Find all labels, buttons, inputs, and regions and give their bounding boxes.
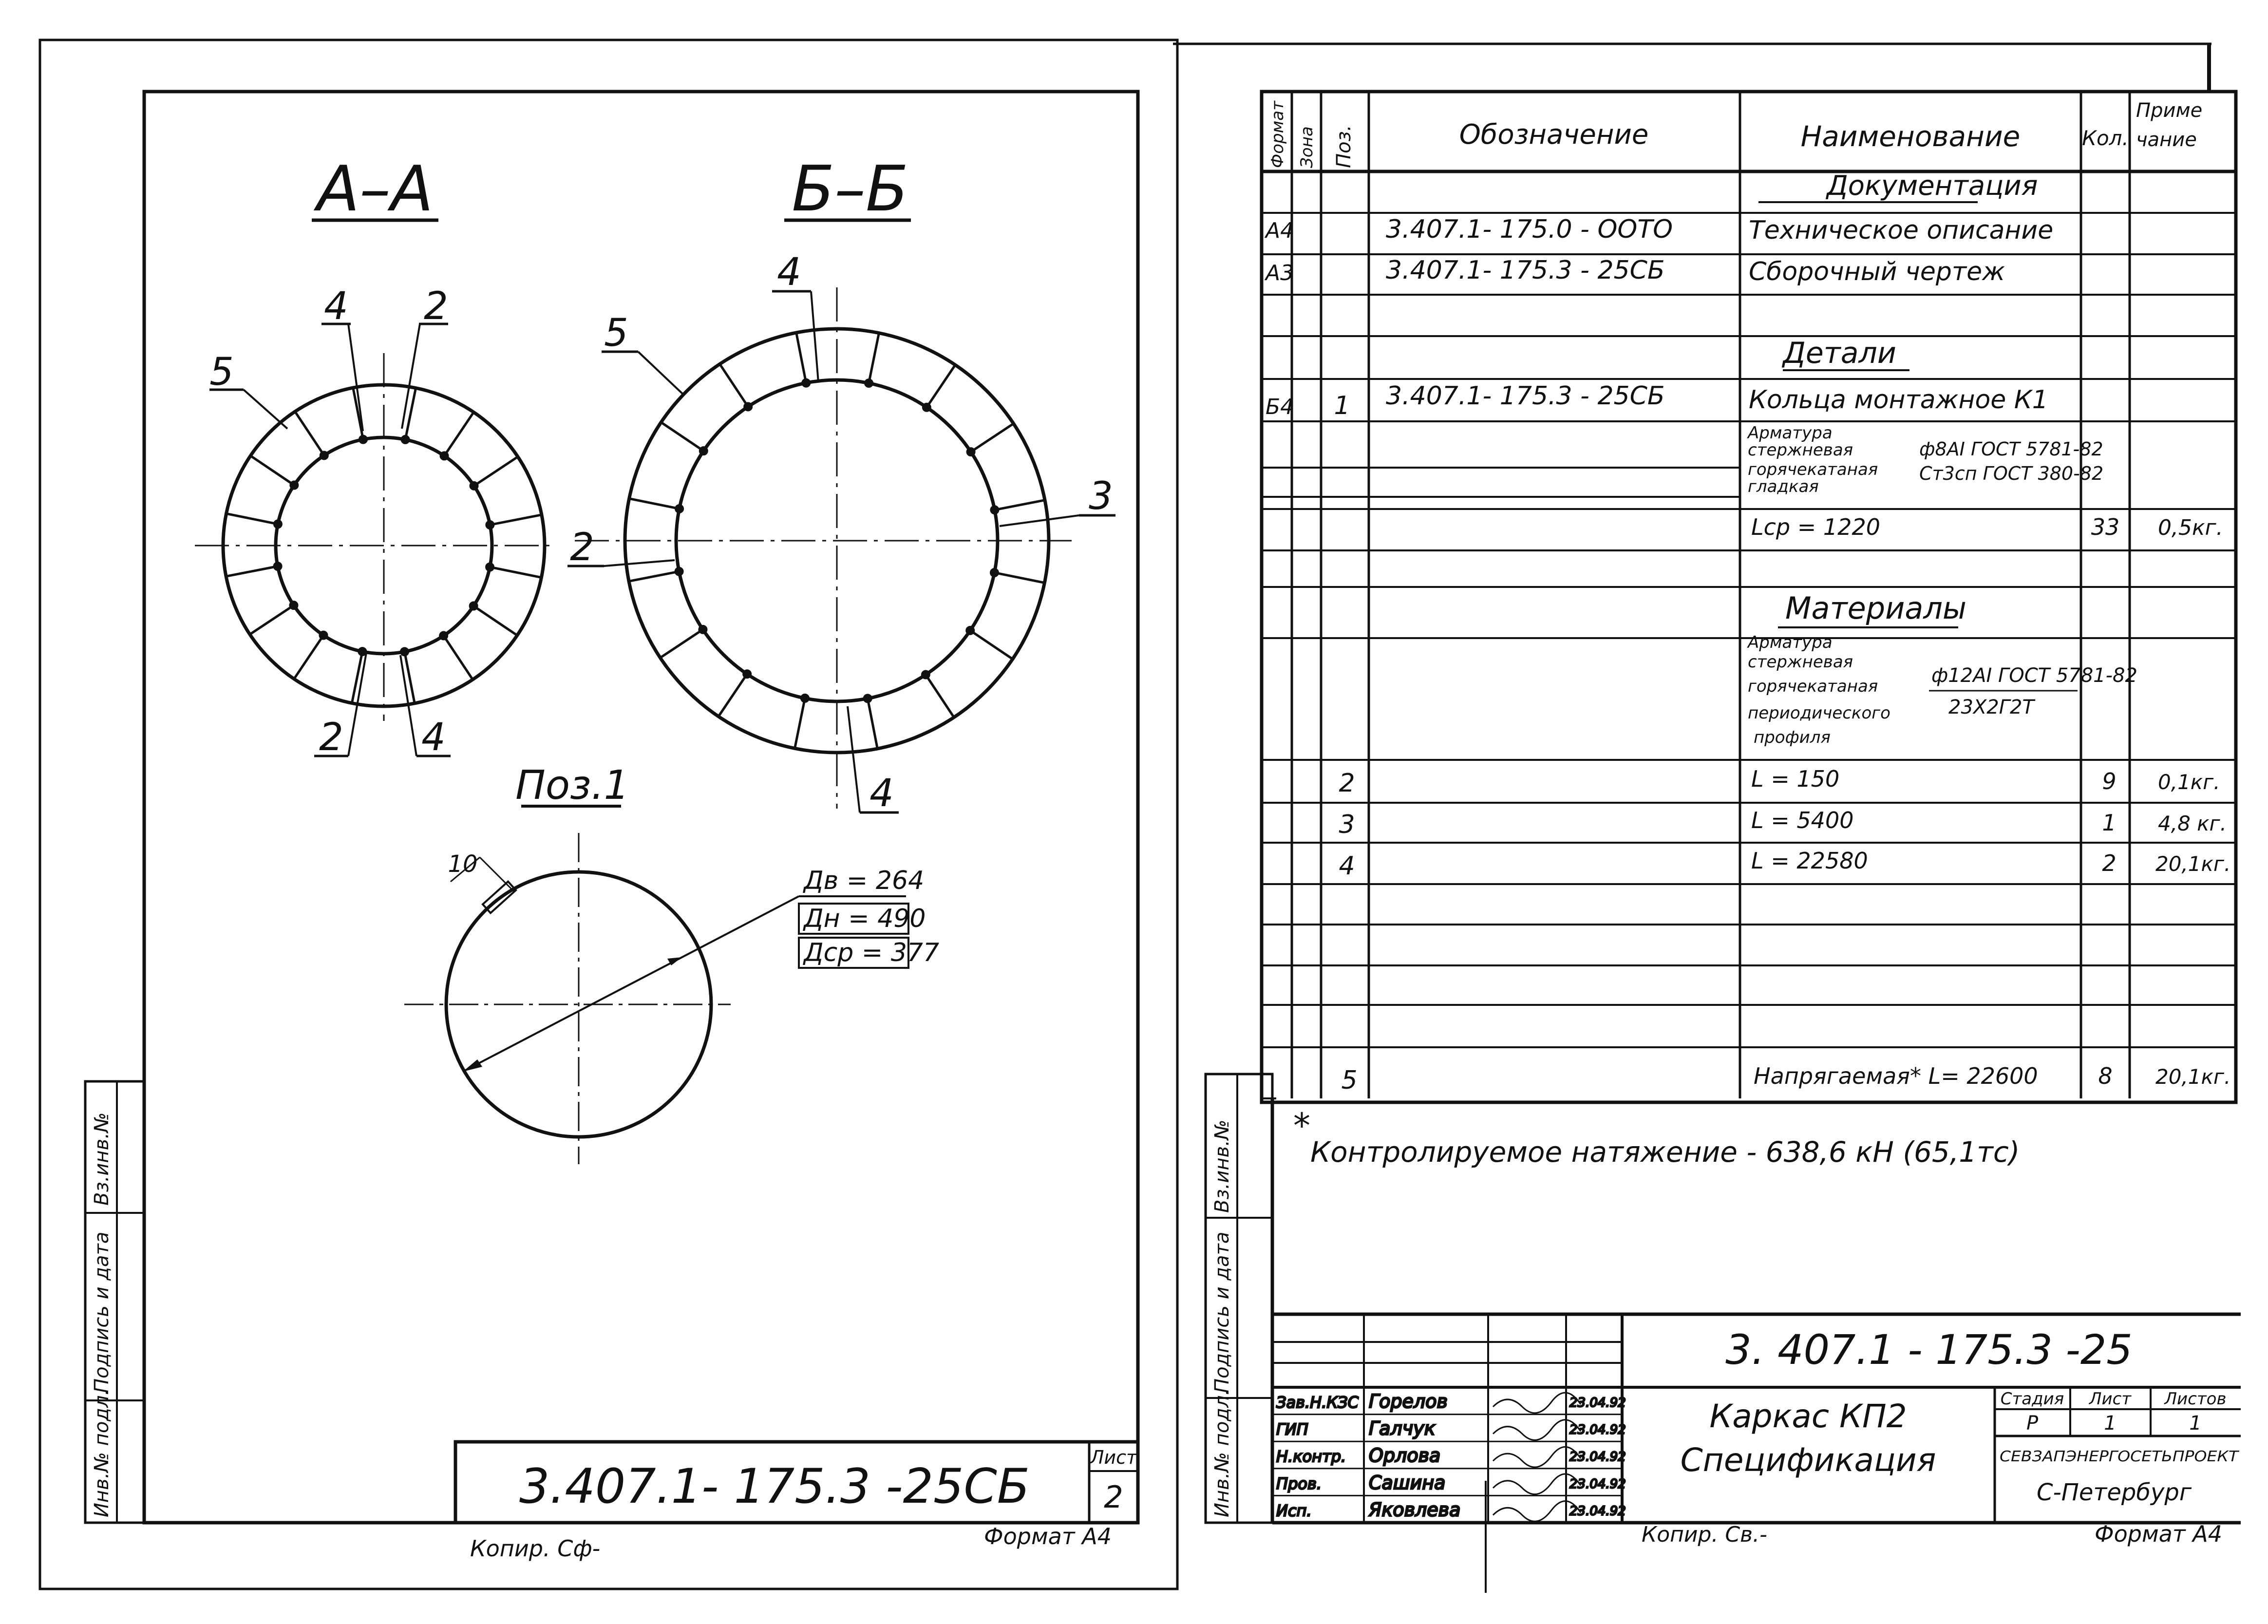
ring-bb-weld-dot [991,569,998,576]
sign-date: 23.04.92 [1569,1476,1626,1492]
signature-scribble [1493,1393,1581,1413]
arm2-a: Арматура [1748,633,1833,652]
p5-name: Напрягаемая* L= 22600 [1754,1063,2038,1089]
lsr-name: Lср = 1220 [1751,514,1880,540]
ring-aa-weld-dot [440,632,447,639]
p3-name: L = 5400 [1751,807,1854,833]
r2-format: А3 [1266,261,1294,285]
hdr-pos: Поз. [1333,125,1355,168]
ring-bb-weld-dot [699,626,706,633]
arm2-d: периодического [1748,703,1890,723]
ring-aa-divider [474,457,518,486]
ring-bb-divider [629,499,680,509]
right-stamp-vz: Вз.инв.№ [1211,1119,1233,1213]
pos1-title: Поз.1 [515,762,629,809]
ring-bb-divider [720,364,748,407]
ring-bb-divider [795,698,805,748]
left-side-stamp [85,1081,144,1523]
aa-callout-5: 5 [209,350,234,394]
ring-aa-divider [490,567,542,577]
ring-aa-divider [490,515,542,525]
ring-bb-divider [926,365,955,407]
sign-date: 23.04.92 [1569,1504,1626,1519]
aa-callout-4-top: 4 [324,284,348,328]
sign-name: Галчук [1369,1417,1436,1439]
r3-format: Б4 [1266,395,1294,419]
pos1-dsr: Дср = 377 [804,938,940,967]
arm2-g: 23Х2Г2Т [1948,696,2034,718]
ring-bb-divider [718,674,747,717]
hdr-name: Наименование [1800,120,2021,153]
left-sheet [40,40,1177,1589]
p3-pos: 3 [1339,810,1355,839]
section-aa-ring [195,353,550,721]
left-stamp-sign: Подпись и дата [91,1231,113,1393]
right-title-block [1272,1314,2241,1523]
right-side-stamp [1206,1074,1272,1523]
sec-documentation: Документация [1827,170,2038,202]
r2-designation: 3.407.1- 175.3 - 25СБ [1386,256,1665,285]
sign-role: Пров. [1276,1474,1322,1493]
sec-materials: Материалы [1785,590,1966,626]
arm2-c: горячекатаная [1748,677,1878,696]
ring-aa-weld-dot [274,521,281,528]
sign-date: 23.04.92 [1569,1450,1626,1465]
ring-bb-weld-dot [803,379,810,386]
p4-note: 20,1кг. [2155,852,2231,876]
section-bb-ring [575,287,1072,809]
ring-bb-divider [970,630,1013,659]
hdr-note-2: чание [2136,129,2197,151]
r1-designation: 3.407.1- 175.0 - ООТО [1386,215,1673,244]
bb-callout-4-bottom: 4 [869,772,894,815]
right-copy-note: Копир. Св.- [1642,1522,1767,1547]
lsr-note: 0,5кг. [2158,515,2223,540]
right-format-note: Формат А4 [2095,1521,2222,1547]
r3-designation: 3.407.1- 175.3 - 25СБ [1386,381,1665,411]
arm2-b: стержневая [1748,652,1853,672]
aa-callouts [209,284,451,759]
left-frame [144,92,1138,1523]
sign-role: Н.контр. [1276,1447,1346,1466]
left-copy-note: Копир. Сф- [470,1535,601,1562]
pos1-dn: Дн = 490 [804,904,926,933]
ring-aa-divider [250,456,294,485]
arm1-e: ф8АI ГОСТ 5781-82 [1919,438,2103,460]
aa-callout-2-top: 2 [424,284,448,328]
p2-name: L = 150 [1751,766,1840,792]
ring-bb-divider [629,571,679,581]
p3-qty: 1 [2102,810,2117,836]
ring-aa-weld-dot [290,602,297,609]
arm1-f: Ст3сп ГОСТ 380-82 [1919,463,2104,484]
r3-pos: 1 [1334,391,1350,420]
arm2-e: профиля [1754,728,1831,747]
ring-aa-divider [444,636,473,680]
ring-bb-divider [869,333,879,383]
ring-aa-weld-dot [401,648,408,655]
section-aa-title: А–А [317,153,434,226]
sign-name: Орлова [1369,1445,1441,1467]
bb-callouts [567,250,1115,815]
left-stamp-inv: Инв.№ подл. [91,1389,113,1517]
ring-aa-divider [473,606,517,635]
bb-callout-2: 2 [570,526,594,569]
ring-aa-divider [227,513,278,524]
sheets-label: Листов [2164,1389,2227,1409]
right-sheet [1173,44,2241,1593]
sign-name: Яковлева [1369,1499,1461,1521]
ring-bb-weld-dot [744,671,751,678]
sign-role: Исп. [1276,1501,1312,1520]
ring-bb-divider [926,675,954,718]
ring-bb-divider [995,500,1045,510]
footnote-text: Контролируемое натяжение - 638,6 кН (65,1тс) [1310,1135,2020,1169]
p2-pos: 2 [1339,769,1355,798]
p4-pos: 4 [1339,851,1355,881]
ring-aa-weld-dot [274,563,281,570]
sheet-label: Лист [2089,1389,2132,1409]
hdr-qty: Кол. [2082,126,2129,150]
arm1-a: Арматура [1748,423,1833,443]
hdr-format: Формат [1268,101,1287,168]
ring-aa-weld-dot [487,564,493,570]
signature-scribble [1493,1474,1581,1494]
pos1-dims [799,866,939,968]
r3-name: Кольца монтажное К1 [1749,385,2048,415]
ring-bb-divider [868,699,877,749]
ring-bb-divider [971,424,1014,452]
ring-bb-weld-dot [967,449,974,455]
p5-note: 20,1кг. [2155,1065,2231,1089]
arm1-c: горячекатаная [1748,460,1878,479]
ring-bb-weld-dot [922,671,929,678]
left-sheet-label: Лист [1090,1447,1137,1468]
ring-aa-weld-dot [487,521,493,528]
right-stamp-sign: Подпись и дата [1211,1231,1233,1393]
hdr-designation: Обозначение [1459,119,1649,151]
pos1-dv: Дв = 264 [804,866,925,895]
sign-role: ГИП [1276,1420,1308,1439]
signature-scribble [1493,1447,1581,1467]
ring-aa-weld-dot [402,436,409,443]
ring-aa-weld-dot [470,603,477,609]
footnote-star: * [1293,1106,1310,1146]
left-format-note: Формат А4 [984,1523,1112,1549]
section-bb-title: Б–Б [792,153,908,226]
ring-bb-weld-dot [801,695,808,701]
p5-pos: 5 [1341,1066,1358,1095]
ring-aa-divider [295,412,324,455]
hdr-note-1: Приме [2136,99,2203,122]
ring-aa-weld-dot [291,482,298,489]
sign-name: Горелов [1369,1391,1448,1412]
p3-note: 4,8 кг. [2158,812,2227,835]
left-outer-border [40,40,1177,1589]
arm2-f: ф12АI ГОСТ 5781-82 [1931,664,2137,687]
pos1-dim-10: 10 [448,850,478,878]
sign-name: Сашина [1369,1472,1446,1493]
ring-bb-weld-dot [967,627,974,634]
ring-bb-weld-dot [864,695,871,702]
sheets-value: 1 [2189,1412,2202,1435]
title-name-2: Спецификация [1680,1441,1936,1479]
bb-callout-4-top: 4 [777,250,801,294]
signature-scribble [1493,1420,1581,1440]
ring-aa-divider [444,412,473,456]
r1-name: Техническое описание [1749,216,2054,245]
ring-aa-weld-dot [321,452,327,459]
ring-bb-weld-dot [991,507,998,513]
arm1-b: стержневая [1748,440,1853,460]
title-name-1: Каркас КП2 [1709,1397,1907,1435]
ring-aa-weld-dot [359,436,366,443]
sign-date: 23.04.92 [1569,1396,1626,1410]
left-stamp-vz: Вз.инв.№ [91,1112,113,1206]
ring-bb-weld-dot [676,568,682,575]
ring-bb-divider [661,422,703,451]
ring-aa-divider [294,635,323,679]
spec-headers [1268,99,2202,168]
left-title-code: 3.407.1- 175.3 -25СБ [519,1459,1030,1514]
ring-bb-divider [994,573,1044,583]
p2-note: 0,1кг. [2158,770,2220,794]
sign-date: 23.04.92 [1569,1422,1626,1437]
ring-bb-weld-dot [745,403,752,410]
ring-bb-weld-dot [923,404,930,411]
p5-qty: 8 [2098,1063,2113,1089]
ring-bb-weld-dot [700,448,707,454]
left-sheet-no: 2 [1104,1479,1123,1515]
org-name: СЕВЗАПЭНЕРГОСЕТЬПРОЕКТ [2000,1448,2240,1465]
p4-qty: 2 [2102,850,2117,876]
ring-aa-weld-dot [471,482,477,489]
stage-label: Стадия [2000,1389,2064,1409]
p2-qty: 9 [2102,768,2117,794]
ring-bb-divider [796,333,806,383]
bb-callout-5: 5 [604,311,628,355]
sign-role: Зав.Н.КЗС [1276,1393,1359,1412]
arm1-d: гладкая [1748,477,1819,496]
lsr-qty: 33 [2091,514,2120,540]
sec-parts: Детали [1783,336,1896,370]
spec-rows [1264,170,2230,1095]
ring-aa-divider [352,652,362,703]
stage-value: Р [2026,1412,2039,1435]
sheet-value: 1 [2104,1412,2117,1435]
ring-aa-weld-dot [359,648,366,655]
left-title-block [455,1442,1138,1523]
r2-name: Сборочный чертеж [1749,257,2005,286]
ring-aa-weld-dot [441,453,448,459]
right-title-code: 3. 407.1 - 175.3 -25 [1725,1326,2133,1374]
ring-aa-divider [250,605,294,635]
ring-bb-weld-dot [866,380,872,387]
aa-callout-4-bottom: 4 [421,716,446,759]
hdr-zone: Зона [1297,126,1317,168]
aa-callout-2-bottom: 2 [319,716,343,759]
org-city: С-Петербург [2036,1479,2192,1506]
bb-callout-3: 3 [1089,474,1113,518]
ring-bb-weld-dot [676,505,683,512]
right-stamp-inv: Инв.№ подл. [1211,1389,1233,1517]
ring-bb-divider [660,629,703,658]
p4-name: L = 22580 [1751,848,1868,874]
signature-scribble [1493,1501,1581,1522]
ring-aa-weld-dot [320,632,327,639]
ring-aa-divider [226,567,278,577]
r1-format: А4 [1266,218,1294,243]
